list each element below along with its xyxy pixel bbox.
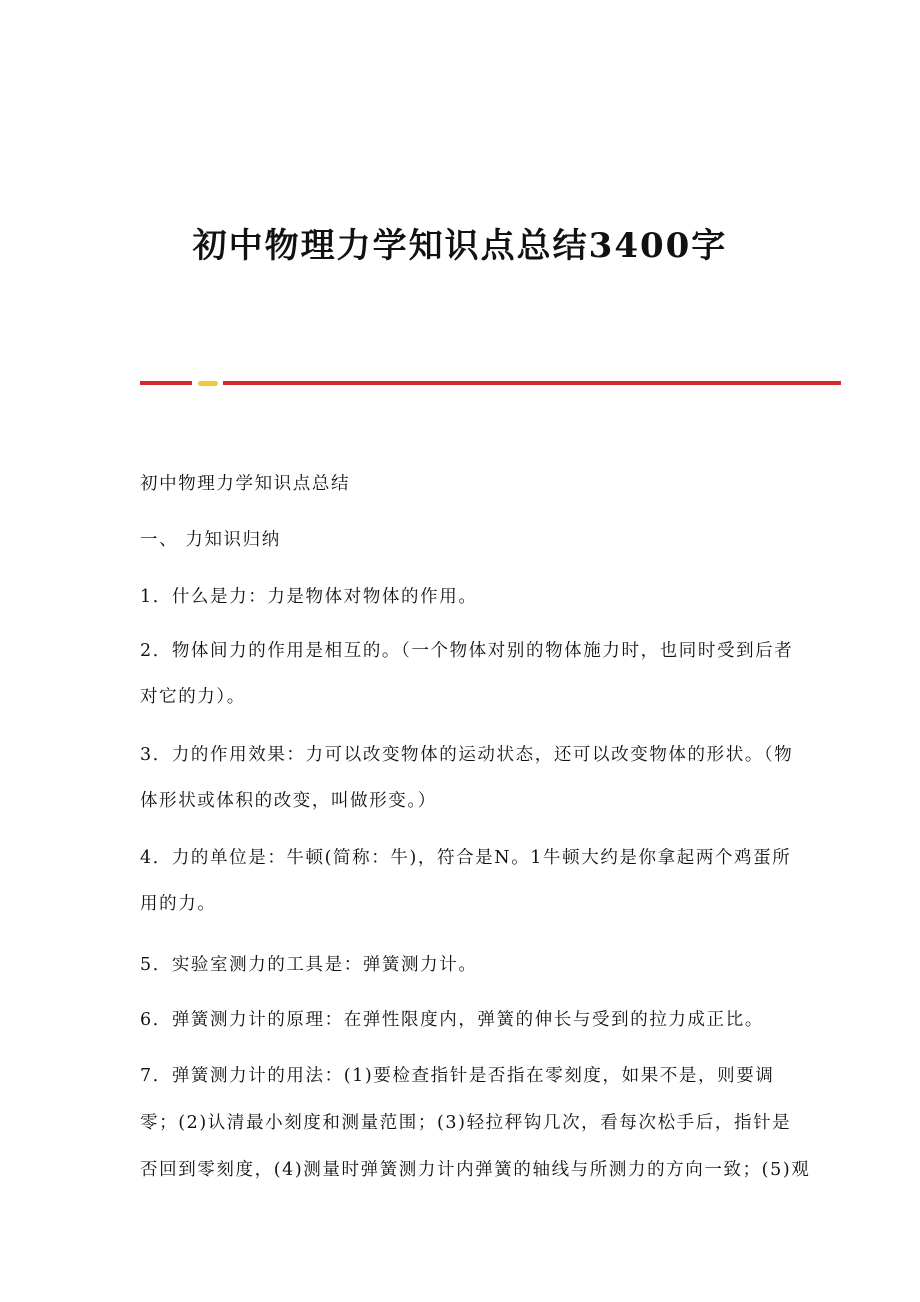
paragraph-line: 体形状或体积的改变，叫做形变。） — [140, 791, 437, 811]
paragraph-line: 对它的力）。 — [140, 687, 246, 707]
paragraph-line: 否回到零刻度，(4)测量时弹簧测力计内弹簧的轴线与所测力的方向一致；(5)观 — [140, 1160, 811, 1180]
pencil-icon — [198, 381, 218, 386]
paragraph-line: 7．弹簧测力计的用法：(1)要检查指针是否指在零刻度，如果不是，则要调 — [140, 1066, 775, 1086]
title-divider-left — [140, 381, 192, 385]
title-divider-right — [223, 381, 841, 385]
subsection-heading: 一、 力知识归纳 — [140, 530, 281, 550]
paragraph-line: 2．物体间力的作用是相互的。（一个物体对别的物体施力时，也同时受到后者 — [140, 641, 794, 661]
paragraph-line: 用的力。 — [140, 894, 217, 914]
paragraph-line: 5．实验室测力的工具是：弹簧测力计。 — [140, 955, 478, 975]
document-title: 初中物理力学知识点总结3400字 — [192, 226, 728, 266]
paragraph-line: 4．力的单位是：牛顿(简称：牛)，符合是N。1牛顿大约是你拿起两个鸡蛋所 — [140, 848, 792, 868]
paragraph-line: 3．力的作用效果：力可以改变物体的运动状态，还可以改变物体的形状。（物 — [140, 745, 794, 765]
paragraph-line: 1．什么是力：力是物体对物体的作用。 — [140, 587, 478, 607]
paragraph-line: 6．弹簧测力计的原理：在弹性限度内，弹簧的伸长与受到的拉力成正比。 — [140, 1010, 764, 1030]
paragraph-line: 零；(2)认清最小刻度和测量范围；(3)轻拉秤钩几次，看每次松手后，指针是 — [140, 1113, 792, 1133]
section-heading: 初中物理力学知识点总结 — [140, 474, 351, 494]
